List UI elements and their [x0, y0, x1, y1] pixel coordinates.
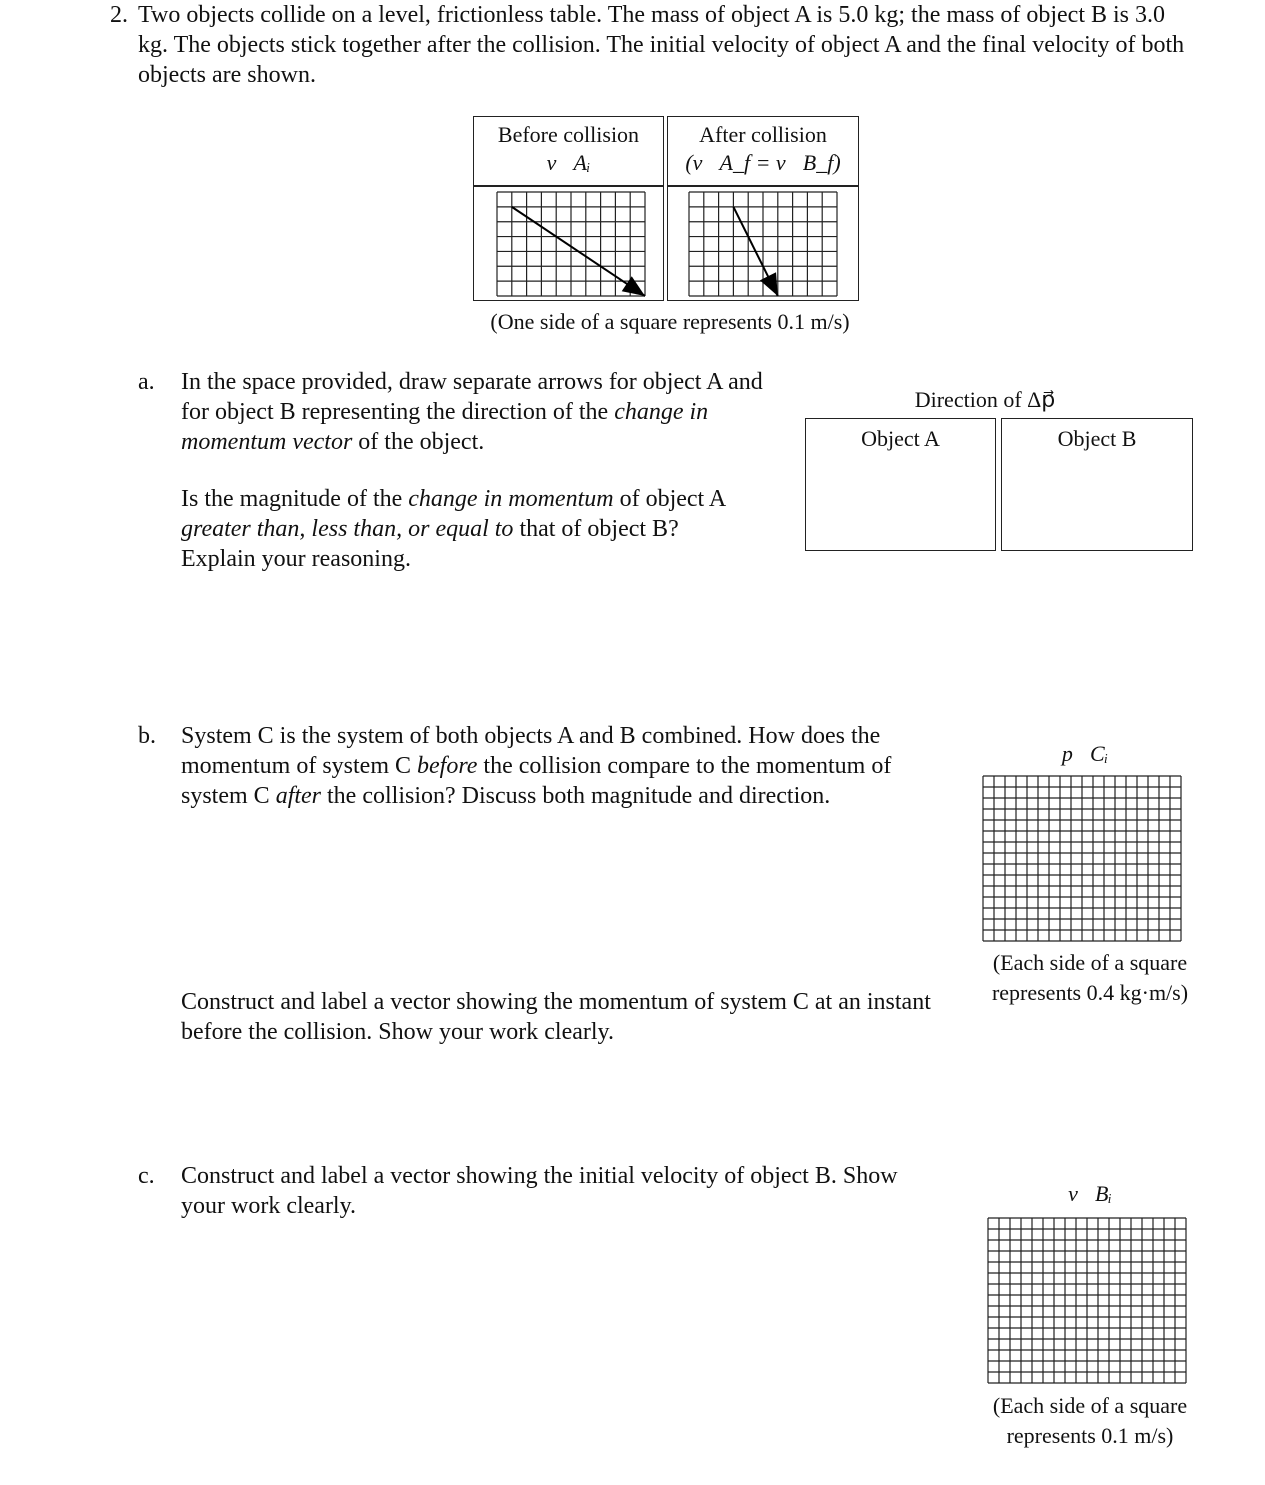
after-label: After collision	[699, 122, 827, 147]
before-label: Before collision	[497, 122, 640, 147]
vb-grid-label: v⃗Bᵢ	[1068, 1181, 1112, 1206]
object-a-label: Object A	[861, 426, 940, 451]
pc-grid-label: p⃗Cᵢ	[1061, 741, 1109, 766]
after-grid-cell	[667, 186, 859, 301]
object-b-answer-box[interactable]	[1001, 418, 1193, 551]
object-a-answer-box[interactable]	[805, 418, 996, 551]
part-b-letter: b.	[138, 723, 156, 749]
after-header-cell	[667, 116, 859, 186]
top-scale-note: (One side of a square represents 0.1 m/s)	[490, 309, 850, 334]
arrowhead-icon	[622, 276, 645, 296]
part-a-letter: a.	[138, 369, 155, 395]
before-velocity-grid	[496, 191, 646, 297]
vb-scale-note: (Each side of a square represents 0.1 m/s)	[992, 1393, 1188, 1448]
pc-scale-note: (Each side of a square represents 0.4 kg·m/s)	[991, 950, 1189, 1005]
pc-momentum-grid[interactable]	[982, 775, 1182, 942]
part-b-text1: System C is the system of both objects A and B combined. How does the momentum of system C before the collision compare to the momentum of system C after the collision? Discuss both magnitude and direction.	[181, 723, 892, 809]
part-c-text: Construct and label a vector showing the initial velocity of object B. Show your work clearly.	[181, 1163, 898, 1219]
part-a-text1: In the space provided, draw separate arrows for object A and for object B representing the direction of the change in momentum vector of the object.	[181, 369, 763, 455]
part-b-text2: Construct and label a vector showing the momentum of system C at an instant before the collision. Show your work clearly.	[181, 989, 931, 1045]
direction-table-title: Direction of Δp⃗	[914, 387, 1056, 412]
question-number: 2.	[110, 2, 128, 28]
before-symbol: v⃗Aᵢ	[546, 150, 591, 175]
vb-velocity-grid[interactable]	[987, 1217, 1187, 1384]
before-header-cell	[473, 116, 664, 186]
object-b-label: Object B	[1057, 426, 1137, 451]
before-grid-cell	[473, 186, 664, 301]
after-velocity-grid	[688, 191, 838, 297]
part-c-letter: c.	[138, 1163, 155, 1189]
part-a-text2: Is the magnitude of the change in momentum of object A greater than, less than, or equal to that of object B? Explain your reasoning.	[181, 486, 725, 572]
after-symbol: (v⃗A_f = v⃗B_f)	[685, 150, 841, 175]
question-intro: Two objects collide on a level, frictionless table. The mass of object A is 5.0 kg; the mass of object B is 3.0 kg. The objects stick together after the collision. The initial velocity of object A and the final velocity of both objects are shown.	[138, 2, 1185, 88]
